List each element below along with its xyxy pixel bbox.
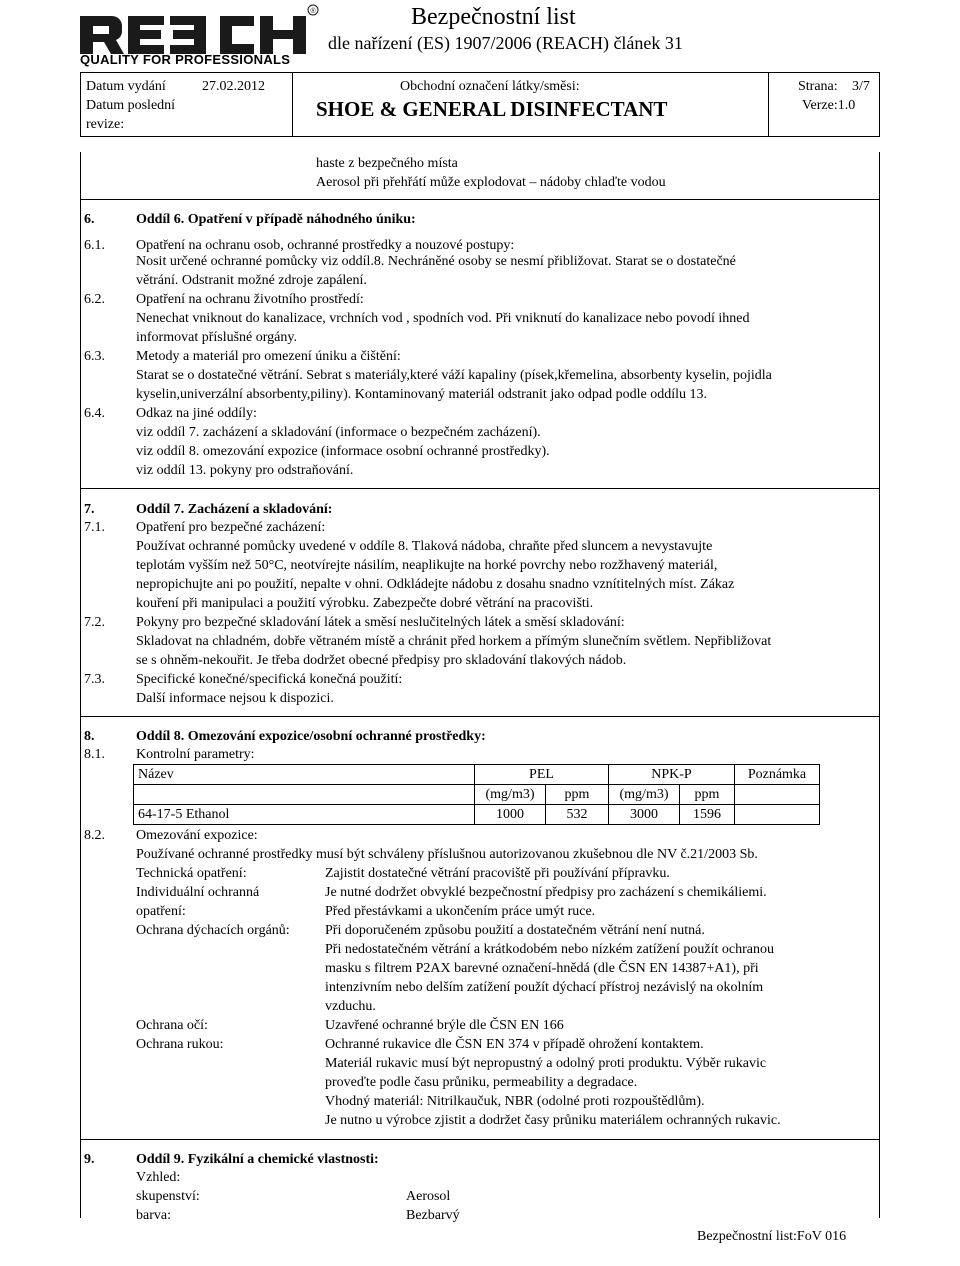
paragraph-line: Starat se o dostatečné větrání. Sebrat s materiály,které váží kapaliny (písek,křemelina, absorbenty kyselin, pojidla xyxy=(136,368,772,383)
footer-document-code: Bezpečnostní list:FoV 016 xyxy=(697,1229,847,1244)
value-individual-2: Před přestávkami a ukončením práce umýt ruce. xyxy=(325,904,596,919)
subsection-number: 6.1. xyxy=(84,238,105,253)
revision-label: Datum poslední xyxy=(86,98,176,113)
section-number: 8. xyxy=(84,729,95,744)
section-number: 6. xyxy=(84,212,95,227)
document-subtitle: dle nařízení (ES) 1907/2006 (REACH) článek 31 xyxy=(328,33,683,53)
paragraph-line: viz oddíl 13. pokyny pro odstraňování. xyxy=(136,463,354,478)
label-eye: Ochrana očí: xyxy=(136,1018,208,1033)
subsection-number: 6.4. xyxy=(84,406,105,421)
value-hand: proveďte podle času průniku, permeability a degradace. xyxy=(325,1075,638,1090)
table-unit: ppm xyxy=(546,785,609,805)
subsection-number: 6.3. xyxy=(84,349,105,364)
paragraph-line: informovat příslušné orgány. xyxy=(136,330,297,345)
product-name: SHOE & GENERAL DISINFECTANT xyxy=(316,97,668,121)
value-eye: Uzavřené ochranné brýle dle ČSN EN 166 xyxy=(325,1018,564,1033)
table-cell: 3000 xyxy=(609,805,680,825)
subsection-number: 7.2. xyxy=(84,615,105,630)
value-hand: Ochranné rukavice dle ČSN EN 374 v případě ohrožení kontaktem. xyxy=(325,1037,704,1052)
control-parameters-table xyxy=(133,764,820,825)
table-cell-name: 64-17-5 Ethanol xyxy=(134,805,475,825)
label-color: barva: xyxy=(136,1208,171,1223)
label-respiratory: Ochrana dýchacích orgánů: xyxy=(136,923,290,938)
value-color: Bezbarvý xyxy=(406,1208,460,1223)
table-cell: 1596 xyxy=(680,805,735,825)
label-state: skupenství: xyxy=(136,1189,200,1204)
issue-date: 27.02.2012 xyxy=(202,79,265,94)
continuation-line-1: haste z bezpečného místa xyxy=(316,156,458,171)
value-respiratory: masku s filtrem P2AX barevné označení-hnědá (dle ČSN EN 14387+A1), při xyxy=(325,961,759,976)
table-units-row xyxy=(134,785,820,805)
value-individual: Je nutné dodržet obvyklé bezpečnostní předpisy pro zacházení s chemikáliemi. xyxy=(325,885,767,900)
paragraph-line: Další informace nejsou k dispozici. xyxy=(136,691,334,706)
subsection-number: 6.2. xyxy=(84,292,105,307)
document-title: Bezpečnostní list xyxy=(411,4,576,30)
paragraph-line: viz oddíl 8. omezování expozice (informace osobní ochranné prostředky). xyxy=(136,444,550,459)
subsection-number: 8.1. xyxy=(84,747,105,762)
value-technical: Zajistit dostatečné větrání pracoviště při používání přípravku. xyxy=(325,866,670,881)
value-respiratory: vzduchu. xyxy=(325,999,376,1014)
subsection-heading: Kontrolní parametry: xyxy=(136,747,255,762)
paragraph-line: Nosit určené ochranné pomůcky viz oddíl.8. Nechráněné osoby se nesmí přibližovat. Starat se o dostatečné xyxy=(136,254,736,269)
subsection-number: 7.1. xyxy=(84,520,105,535)
label-technical: Technická opatření: xyxy=(136,866,247,881)
value-respiratory: intenzivním nebo delším zatížení použít dýchací přístroj nezávislý na okolním xyxy=(325,980,764,995)
logo-tagline: QUALITY FOR PROFESSIONALS xyxy=(80,52,291,67)
section-number: 9. xyxy=(84,1152,95,1167)
subsection-number: 8.2. xyxy=(84,828,105,843)
section-title: Oddíl 8. Omezování expozice/osobní ochranné prostředky: xyxy=(136,729,486,744)
label-hand: Ochrana rukou: xyxy=(136,1037,224,1052)
table-row xyxy=(134,805,820,825)
section-title: Oddíl 9. Fyzikální a chemické vlastnosti: xyxy=(136,1152,379,1167)
subsection-number: 7.3. xyxy=(84,672,105,687)
subsection-heading: Opatření pro bezpečné zacházení: xyxy=(136,520,326,535)
table-cell: 1000 xyxy=(475,805,546,825)
paragraph-line: Používané ochranné prostředky musí být schváleny příslušnou autorizovanou zkušebnou dle NV č.21/2003 Sb. xyxy=(136,847,758,862)
table-header-note: Poznámka xyxy=(735,765,820,785)
table-header-pel: PEL xyxy=(475,765,609,785)
paragraph-line: Používat ochranné pomůcky uvedené v oddíle 8. Tlaková nádoba, chraňte před sluncem a nevystavujte xyxy=(136,539,713,554)
subsection-heading: Pokyny pro bezpečné skladování látek a směsí neslučitelných látek a směsí skladování: xyxy=(136,615,625,630)
table-header-name: Název xyxy=(134,765,475,785)
paragraph-line: Nenechat vniknout do kanalizace, vrchních vod , spodních vod. Při vniknutí do kanalizace nebo povodí ihned xyxy=(136,311,750,326)
issue-date-label: Datum vydání xyxy=(86,79,166,94)
label-appearance: Vzhled: xyxy=(136,1170,181,1185)
paragraph-line: kyselin,univerzální absorbenty,piliny). Kontaminovaný materiál odstranit jako odpad podle oddílu 13. xyxy=(136,387,708,402)
value-respiratory: Při nedostatečném větrání a krátkodobém nebo nízkém zatížení použít ochranou xyxy=(325,942,775,957)
subsection-heading: Odkaz na jiné oddíly: xyxy=(136,406,257,421)
paragraph-line: se s ohněm-nekouřit. Je třeba dodržet obecné předpisy pro skladování tlakových nádob. xyxy=(136,653,627,668)
table-header-row xyxy=(134,765,820,785)
table-header-npk: NPK-P xyxy=(609,765,735,785)
subsection-heading: Opatření na ochranu osob, ochranné prostředky a nouzové postupy: xyxy=(136,238,515,253)
paragraph-line: viz oddíl 7. zacházení a skladování (informace o bezpečném zacházení). xyxy=(136,425,541,440)
section-title: Oddíl 7. Zacházení a skladování: xyxy=(136,502,333,517)
label-individual-2: opatření: xyxy=(136,904,186,919)
section-number: 7. xyxy=(84,502,95,517)
version: Verze:1.0 xyxy=(802,98,856,113)
section-title: Oddíl 6. Opatření v případě náhodného úniku: xyxy=(136,212,416,227)
table-cell xyxy=(735,805,820,825)
value-hand: Materiál rukavic musí být nepropustný a odolný proti produktu. Výběr rukavic xyxy=(325,1056,767,1071)
table-unit: (mg/m3) xyxy=(609,785,680,805)
paragraph-line: větrání. Odstranit možné zdroje zapálení. xyxy=(136,273,367,288)
table-unit: ppm xyxy=(680,785,735,805)
paragraph-line: teplotám vyšším než 50°C, neotvírejte násilím, neaplikujte na horké povrchy nebo rozžhavený materiál, xyxy=(136,558,718,573)
value-state: Aerosol xyxy=(406,1189,451,1204)
registered-mark: ® xyxy=(310,8,316,15)
table-cell: 532 xyxy=(546,805,609,825)
page-label: Strana: xyxy=(798,79,838,94)
subsection-heading: Opatření na ochranu životního prostředí: xyxy=(136,292,364,307)
subsection-heading: Specifické konečné/specifická konečná použití: xyxy=(136,672,403,687)
paragraph-line: nepropichujte ani po použití, nepalte v ohni. Odkládejte nádobu z dosahu snadno vznítitelných míst. Zákaz xyxy=(136,577,735,592)
value-hand: Je nutno u výrobce zjistit a dodržet časy průniku materiálem ochranných rukavic. xyxy=(325,1113,781,1128)
paragraph-line: Skladovat na chladném, dobře větraném místě a chránit před horkem a přímým slunečním světlem. Nepřibližovat xyxy=(136,634,772,649)
table-unit: (mg/m3) xyxy=(475,785,546,805)
label-individual: Individuální ochranná xyxy=(136,885,260,900)
trade-name-label: Obchodní označení látky/směsi: xyxy=(400,79,580,94)
continuation-line-2: Aerosol při přehřátí může explodovat – nádoby chlaďte vodou xyxy=(316,175,666,190)
value-respiratory: Při doporučeném způsobu použití a dostatečném větrání není nutná. xyxy=(325,923,705,938)
subsection-heading: Omezování expozice: xyxy=(136,828,258,843)
value-hand: Vhodný materiál: Nitrilkaučuk, NBR (odolné proti rozpouštědlům). xyxy=(325,1094,705,1109)
paragraph-line: kouření při manipulaci a použití výrobku. Zabezpečte dobré větrání na pracovišti. xyxy=(136,596,594,611)
revision-label-2: revize: xyxy=(86,117,125,132)
page-number: 3/7 xyxy=(852,79,870,94)
subsection-heading: Metody a materiál pro omezení úniku a čištění: xyxy=(136,349,401,364)
